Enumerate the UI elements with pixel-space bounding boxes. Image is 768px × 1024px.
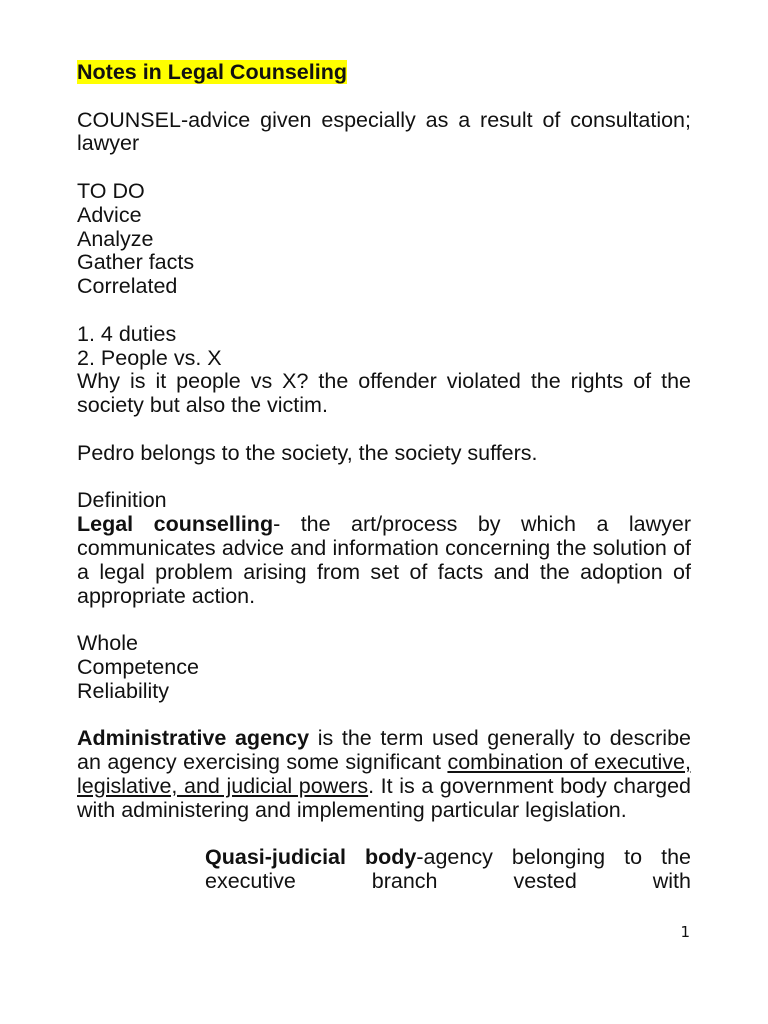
why-paragraph: Why is it people vs X? the offender violated the rights of the society but also the victim. <box>77 369 691 418</box>
title-line <box>77 61 691 85</box>
legal-counselling-paragraph <box>77 513 691 608</box>
quality-item: Competence <box>77 654 199 679</box>
quasi-judicial-text: -agency belonging to the executive branch vested with <box>205 845 691 894</box>
pedro-paragraph: Pedro belongs to the society, the society suffers. <box>77 440 538 465</box>
todo-heading: TO DO <box>77 178 145 203</box>
legal-counselling-term: Legal counselling <box>77 512 274 537</box>
quasi-judicial-paragraph <box>205 846 691 894</box>
todo-item: Gather facts <box>77 250 195 275</box>
document-body <box>77 61 691 894</box>
quality-item: Whole <box>77 631 138 656</box>
legal-counselling-definition: - the art/process by which a lawyer communicates advice and information concerning the solution of a legal problem arising from set of facts and the adoption of appropriate action. <box>77 512 691 608</box>
page-number: 1 <box>680 923 690 941</box>
counsel-definition: COUNSEL-advice given especially as a result of consultation; lawyer <box>77 107 691 156</box>
administrative-agency-paragraph <box>77 727 691 822</box>
administrative-agency-text: is the term used generally to describe an agency exercising some significant <box>77 726 691 775</box>
quality-item: Reliability <box>77 678 170 703</box>
todo-item: Correlated <box>77 274 178 299</box>
administrative-agency-text-end: . It is a government body charged with administering and implementing particular legislation. <box>77 773 691 822</box>
todo-item: Analyze <box>77 226 154 251</box>
definition-heading: Definition <box>77 488 167 513</box>
numbered-item: 2. People vs. X <box>77 345 222 370</box>
administrative-agency-underlined: combination of executive, legislative, and judicial powers <box>77 750 691 798</box>
administrative-agency-term: Administrative agency <box>77 726 310 751</box>
todo-item: Advice <box>77 202 142 227</box>
numbered-item: 1. 4 duties <box>77 321 177 346</box>
quasi-judicial-term: Quasi-judicial body <box>205 845 417 870</box>
document-title: Notes in Legal Counseling <box>77 60 347 84</box>
